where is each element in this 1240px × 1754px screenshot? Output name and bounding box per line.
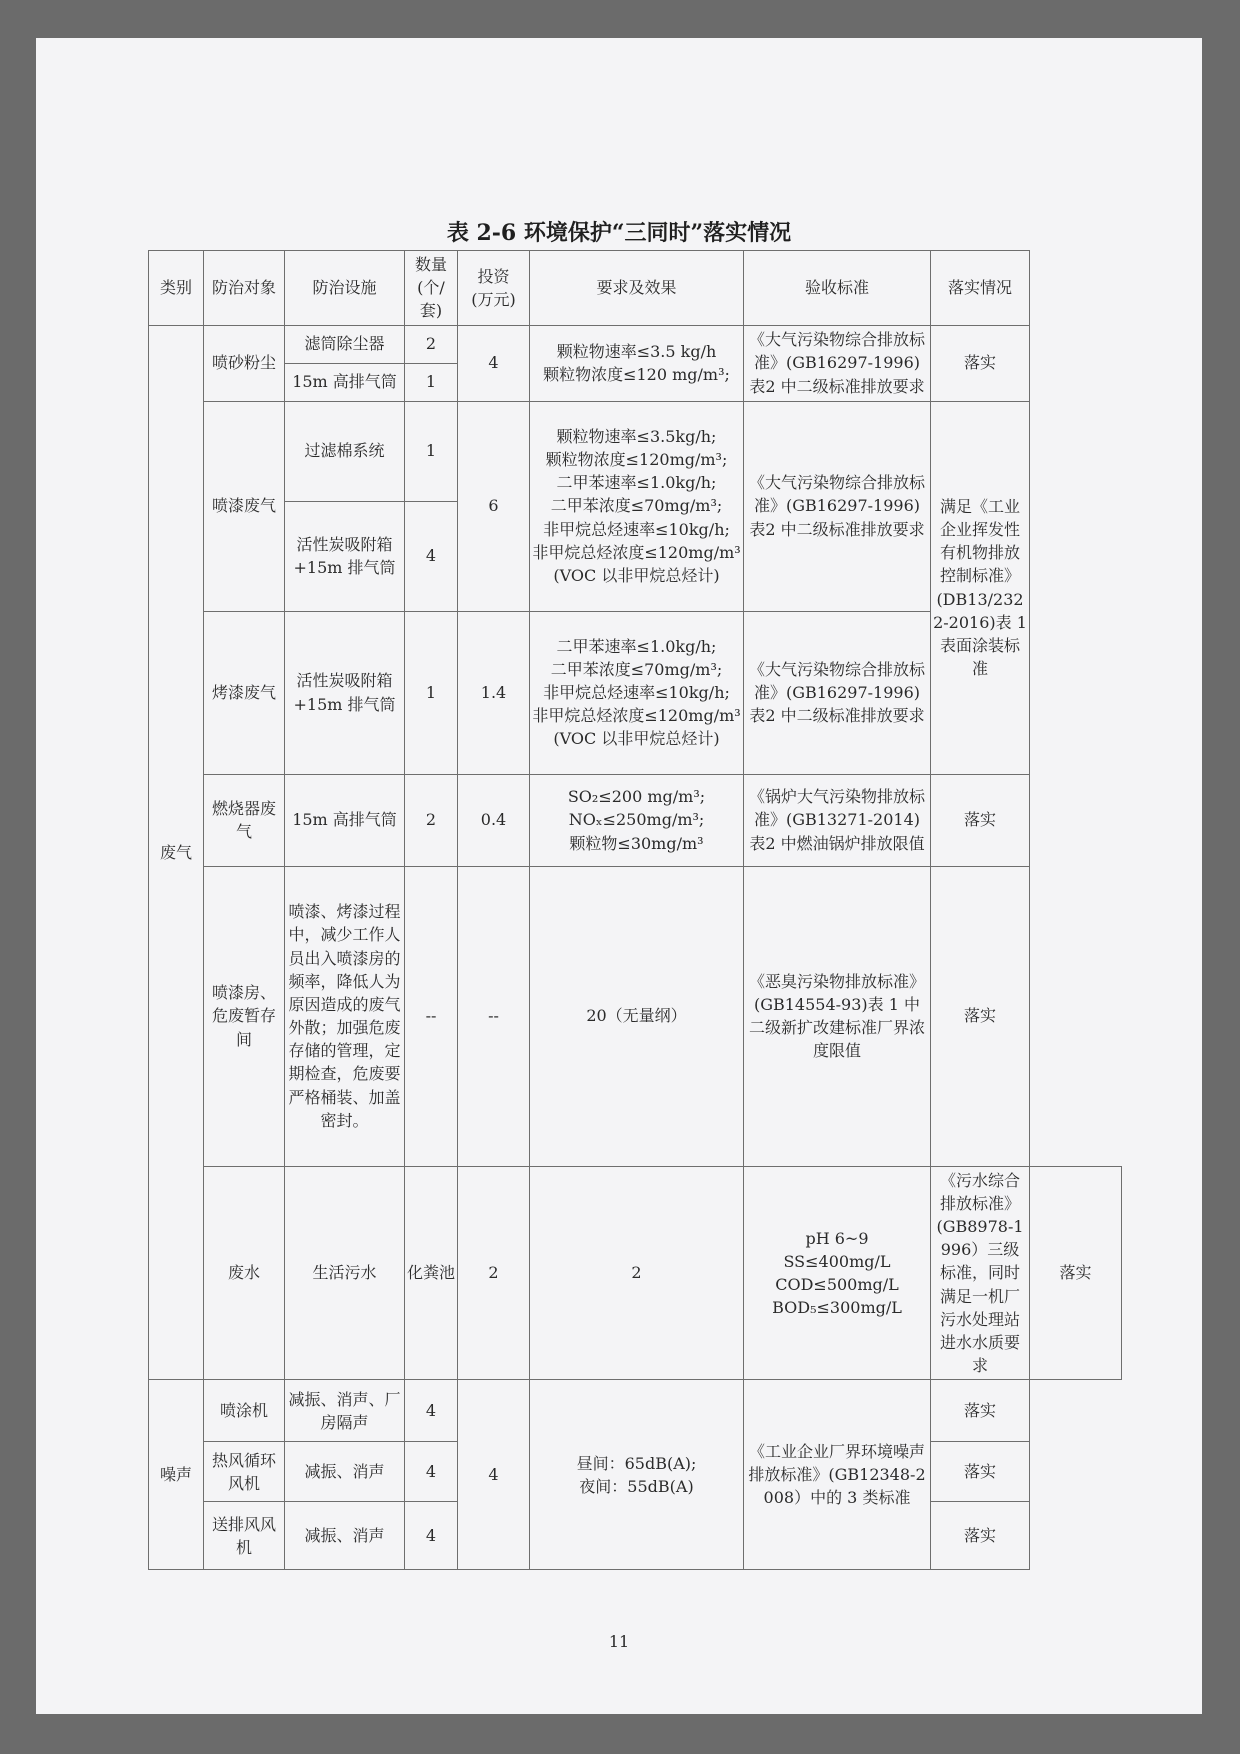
header-requirement: 要求及效果 [530,251,744,326]
facility-cell: 过滤棉系统 [285,401,405,501]
table-header-row [149,251,1122,326]
category-cell: 废水 [204,1166,285,1380]
table-row [149,325,1122,363]
target-cell: 烤漆废气 [204,611,285,774]
facility-cell: 减振、消声 [285,1442,405,1502]
header-quantity: 数量 (个/套) [405,251,458,326]
quantity-cell: 2 [405,325,458,363]
requirement-cell: SO₂≤200 mg/m³; NOₓ≤250mg/m³; 颗粒物≤30mg/m³ [530,774,744,866]
quantity-cell: 4 [405,1502,458,1570]
standard-cell: 《大气污染物综合排放标准》(GB16297-1996)表2 中二级标准排放要求 [744,325,931,401]
standard-cell: 《大气污染物综合排放标准》(GB16297-1996)表2 中二级标准排放要求 [744,401,931,611]
standard-cell: 《污水综合排放标准》(GB8978-1996）三级标准，同时满足一机厂污水处理站进水水质要求 [931,1166,1030,1380]
table-row [149,1380,1122,1442]
facility-cell: 喷漆、烤漆过程中，减少工作人员出入喷漆房的频率，降低人为原因造成的废气外散；加强危废存储的管理，定期检查，危废要严格桶装、加盖密封。 [285,866,405,1166]
facility-cell: 活性炭吸附箱 +15m 排气筒 [285,501,405,611]
category-cell: 噪声 [149,1380,204,1570]
standard-cell: 《大气污染物综合排放标准》(GB16297-1996)表2 中二级标准排放要求 [744,611,931,774]
target-cell: 热风循环风机 [204,1442,285,1502]
table-row [149,866,1122,1166]
facility-cell: 15m 高排气筒 [285,774,405,866]
facility-cell: 15m 高排气筒 [285,363,405,401]
quantity-cell: 2 [458,1166,530,1380]
target-cell: 喷漆废气 [204,401,285,611]
requirement-cell: 20（无量纲） [530,866,744,1166]
table-title: 表 2-6 环境保护“三同时”落实情况 [446,220,792,246]
status-cell: 满足《工业企业挥发性有机物排放控制标准》(DB13/2322-2016)表 1 表面涂装标准 [931,401,1030,774]
target-cell: 送排风风机 [204,1502,285,1570]
status-cell: 落实 [931,1380,1030,1442]
status-cell: 落实 [931,1442,1030,1502]
status-cell: 落实 [1030,1166,1122,1380]
target-cell: 喷涂机 [204,1380,285,1442]
quantity-cell: 1 [405,401,458,501]
quantity-cell: 1 [405,611,458,774]
standard-cell: 《恶臭污染物排放标准》(GB14554-93)表 1 中二级新扩改建标准厂界浓度限值 [744,866,931,1166]
requirement-cell: 昼间：65dB(A); 夜间：55dB(A) [530,1380,744,1570]
table-row [149,1166,1122,1380]
investment-cell: 0.4 [458,774,530,866]
requirement-cell: pH 6~9 SS≤400mg/L COD≤500mg/L BOD₅≤300mg/L [744,1166,931,1380]
target-cell: 喷漆房、危废暂存间 [204,866,285,1166]
environmental-protection-table [148,250,1122,1570]
standard-cell: 《工业企业厂界环境噪声排放标准》(GB12348-2008）中的 3 类标准 [744,1380,931,1570]
target-cell: 生活污水 [285,1166,405,1380]
table-row [149,774,1122,866]
facility-cell: 滤筒除尘器 [285,325,405,363]
investment-cell: -- [458,866,530,1166]
header-standard: 验收标准 [744,251,931,326]
target-cell: 燃烧器废气 [204,774,285,866]
page-number: 11 [608,1632,630,1651]
investment-cell: 4 [458,1380,530,1570]
status-cell: 落实 [931,325,1030,401]
quantity-cell: 4 [405,501,458,611]
quantity-cell: 2 [405,774,458,866]
investment-cell: 4 [458,325,530,401]
requirement-cell: 颗粒物速率≤3.5 kg/h 颗粒物浓度≤120 mg/m³; [530,325,744,401]
quantity-cell: 1 [405,363,458,401]
requirement-cell: 二甲苯速率≤1.0kg/h; 二甲苯浓度≤70mg/m³; 非甲烷总烃速率≤10kg/h; 非甲烷总烃浓度≤120mg/m³ (VOC 以非甲烷总烃计) [530,611,744,774]
facility-cell: 减振、消声 [285,1502,405,1570]
investment-cell: 2 [530,1166,744,1380]
status-cell: 落实 [931,1502,1030,1570]
investment-cell: 1.4 [458,611,530,774]
status-cell: 落实 [931,774,1030,866]
header-facility: 防治设施 [285,251,405,326]
facility-cell: 化粪池 [405,1166,458,1380]
target-cell: 喷砂粉尘 [204,325,285,401]
header-target: 防治对象 [204,251,285,326]
standard-cell: 《锅炉大气污染物排放标准》(GB13271-2014)表2 中燃油锅炉排放限值 [744,774,931,866]
document-page [36,38,1202,1714]
quantity-cell: -- [405,866,458,1166]
table-row [149,401,1122,501]
header-status: 落实情况 [931,251,1030,326]
facility-cell: 活性炭吸附箱 +15m 排气筒 [285,611,405,774]
status-cell: 落实 [931,866,1030,1166]
investment-cell: 6 [458,401,530,611]
facility-cell: 减振、消声、厂房隔声 [285,1380,405,1442]
requirement-cell: 颗粒物速率≤3.5kg/h; 颗粒物浓度≤120mg/m³; 二甲苯速率≤1.0kg/h; 二甲苯浓度≤70mg/m³; 非甲烷总烃速率≤10kg/h; 非甲烷总烃浓度≤120mg/m³ (VOC 以非甲烷总烃计) [530,401,744,611]
category-cell: 废气 [149,325,204,1380]
header-category: 类别 [149,251,204,326]
quantity-cell: 4 [405,1380,458,1442]
quantity-cell: 4 [405,1442,458,1502]
header-investment: 投资 (万元) [458,251,530,326]
